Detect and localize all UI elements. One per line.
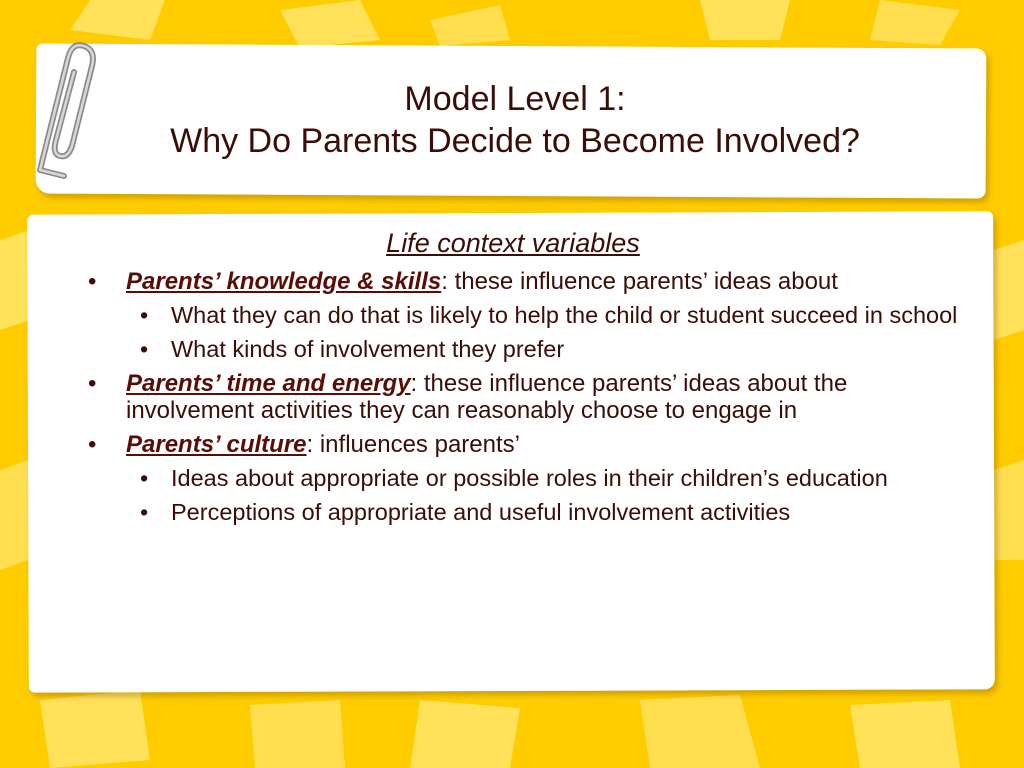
slide-content xyxy=(88,226,968,533)
sub-bullet-item xyxy=(88,302,968,329)
bullet-icon: • xyxy=(88,370,97,397)
bullet-item xyxy=(88,268,968,295)
bullet-text: What kinds of involvement they prefer xyxy=(171,336,565,362)
slide-title xyxy=(60,78,970,162)
section-heading: Life context variables xyxy=(386,228,640,258)
title-line-1: Model Level 1: xyxy=(404,80,626,118)
sub-bullet-item xyxy=(88,336,968,363)
bullet-icon: • xyxy=(88,431,97,458)
sub-bullet-item xyxy=(88,465,968,492)
bullet-text: : these influence parents’ ideas about xyxy=(441,268,838,295)
bullet-text: Ideas about appropriate or possible roles in their children’s education xyxy=(171,465,888,491)
bullet-text: : these influence parents’ ideas about the involvement activities they can reasonably choose to engage in xyxy=(126,370,848,424)
bullet-text: What they can do that is likely to help the child or student succeed in school xyxy=(171,302,958,328)
bullet-icon: • xyxy=(88,268,97,295)
bullet-text: : influences parents’ xyxy=(306,431,520,458)
bullet-term: Parents’ time and energy xyxy=(126,370,411,397)
bullet-term: Parents’ culture xyxy=(126,431,307,458)
sub-bullet-item xyxy=(88,499,968,526)
bullet-term: Parents’ knowledge & skills xyxy=(126,268,442,295)
bullet-icon: • xyxy=(140,336,149,362)
bullet-icon: • xyxy=(140,499,149,525)
bullet-text: Perceptions of appropriate and useful involvement activities xyxy=(171,499,791,525)
title-line-2: Why Do Parents Decide to Become Involved? xyxy=(170,122,860,160)
bullet-icon: • xyxy=(140,465,149,491)
bullet-item xyxy=(88,431,968,458)
bullet-item xyxy=(88,370,968,424)
bullet-icon: • xyxy=(140,302,149,328)
